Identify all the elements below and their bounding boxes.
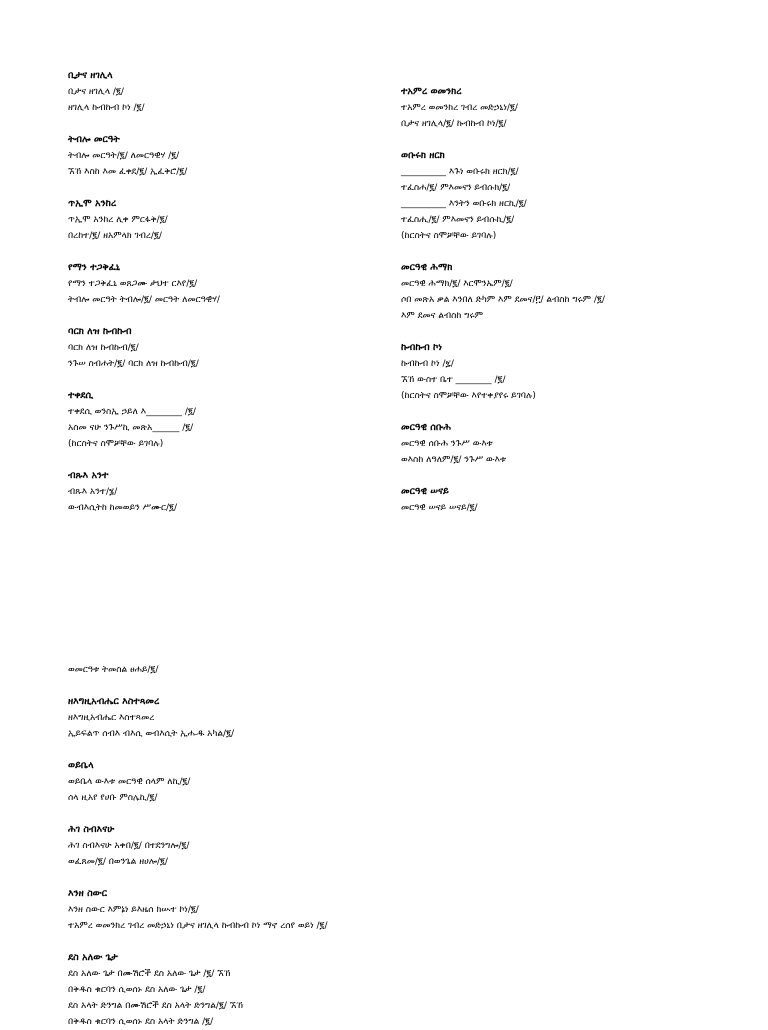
song-title: ወቡሩክ ዘርክ — [401, 150, 445, 161]
section-spacer — [68, 372, 398, 388]
section-spacer — [68, 806, 488, 822]
section-spacer — [401, 468, 731, 484]
song-section — [401, 484, 731, 516]
song-line: ተቀደሲ ወንስኢ ኃይለ እ________ /፪/ — [68, 407, 196, 417]
song-title: እንዘ ስውር — [68, 888, 108, 899]
song-section — [68, 260, 398, 324]
section-spacer — [401, 404, 731, 420]
song-section — [68, 950, 488, 1030]
song-line: ሕገ ስብእናሁ አቀበ/፪/ በተደንግሎ/፪/ — [68, 841, 190, 851]
song-title: መርዓዊ ሕማክ — [401, 262, 453, 273]
song-section — [68, 694, 488, 758]
section-spacer — [68, 308, 398, 324]
song-line: ዘገሊላ ኩብኩብ ኮነ /፪/ — [68, 103, 145, 113]
song-title: ጥኢሞ አንከረ — [68, 198, 117, 209]
song-line: እንዘ ስውር እምኔነ ይእዜሰ ክሡተ ኮነ/፪/ — [68, 905, 199, 915]
song-title: ተአምረ ወመንክረ — [401, 86, 462, 97]
song-line: ንጉሠ ስብሐት/፪/ ባርክ ለዝ ኩብኩብ/፪/ — [68, 359, 199, 369]
song-line: ኧኸ እስከ እመ ፈቀደ/፪/ ኢፈቅሮ/፪/ — [68, 167, 188, 177]
song-section — [401, 260, 731, 340]
song-line: ሰላ ዚአየ የሀቡ ምስሌኪ/፪/ — [68, 793, 158, 803]
song-line: ቢታና ዘገሊላ /፪/ — [68, 87, 124, 97]
song-line: ብጹእ አንተ/፮/ — [68, 487, 118, 497]
song-line: ኩብኩብ ኮነ /፯/ — [401, 359, 454, 369]
song-title: የማን ተጋቅፈኒ — [68, 262, 120, 273]
left-column — [68, 68, 398, 516]
song-line: ትብሎ መርዓት ትብሎ/፪/ መርዓት ለመርዓዊሃ/ — [68, 295, 220, 305]
song-title: መርዓዊ ሠናይ — [401, 486, 449, 497]
song-section — [68, 388, 398, 468]
song-title: ወይቤላ — [68, 760, 94, 771]
section-spacer — [401, 132, 731, 148]
song-section — [68, 324, 398, 388]
song-line: __________ እንትን ወቡሩክ ዘርኪ/፪/ — [401, 199, 527, 209]
song-section — [68, 68, 398, 132]
song-section — [68, 822, 488, 886]
song-title: ሕገ ስብእናሁ — [68, 824, 115, 835]
section-spacer — [401, 324, 731, 340]
song-line: ሶበ መጽአ ቃል እንበለ ድካም እም ደመና/፫/ ልብስከ ግሩም /፪/ — [401, 295, 605, 305]
song-line: መርዓዊ ሰቡሕ ንጉሥ ውእቱ — [401, 439, 493, 449]
song-line: ቢታና ዘገሊላ/፪/ ኩብኩብ ኮነ/፪/ — [401, 119, 507, 129]
song-title: ተቀደሲ — [68, 390, 94, 401]
section-spacer — [68, 742, 488, 758]
song-line: ደስ አላት ድንግል በሙሽሮች ደስ አላት ድንግል/፪/ ኧኸ — [68, 1001, 244, 1011]
song-section — [68, 132, 398, 196]
song-section — [401, 148, 731, 260]
song-title: ትብሎ መርዓት — [68, 134, 120, 145]
song-line: በረከተ/፪/ ዘአምላክ ገብረ/፪/ — [68, 231, 162, 241]
song-section — [401, 84, 731, 148]
song-line: መርዓዊ ሕማክ/፪/ እርሞንኤም/፪/ — [401, 279, 513, 289]
song-line: ጥኢሞ አንከረ ሊቀ ምርፋቅ/፪/ — [68, 215, 168, 225]
song-line: (ከርስትና ስሞቻቸው ይገባሉ) — [401, 231, 497, 241]
section-spacer — [68, 180, 398, 196]
song-line: ውብእሲትከ ከመወይን ሥሙር/፪/ — [68, 503, 178, 513]
song-line: ተፈስሒ/፪/ ምእመናን ይብሱኪ/፪/ — [401, 215, 515, 225]
song-section — [401, 420, 731, 484]
song-section — [68, 662, 488, 694]
song-title: ቢታና ዘገሊላ — [68, 70, 113, 81]
song-title: መርዓዊ ሰቡሕ — [401, 422, 451, 433]
song-section — [68, 886, 488, 950]
song-line: ተአምረ ወመንክረ ገብረ መድኃኒነ/፪/ — [401, 103, 518, 113]
song-line: ወእስከ ለዓለም/፪/ ንጉሥ ውእቱ — [401, 455, 507, 465]
section-spacer — [68, 244, 398, 260]
song-title: ደስ አለው ጌታ — [68, 952, 118, 963]
song-section — [68, 468, 398, 516]
song-title: ዘእግዚአብሔር እስተጻመረ — [68, 696, 160, 707]
song-line: በቅዱስ ቁርባን ሲወሰኑ ደስ አላት ድንግል /፪/ — [68, 1017, 214, 1027]
song-section — [68, 196, 398, 260]
song-line: ኧኸ ውስተ ቤተ ________ /፪/ — [401, 375, 506, 385]
right-column — [401, 84, 731, 516]
song-line: ወመርዓቱ ትመስል ፀሐይ/፪/ — [68, 665, 159, 675]
song-section — [68, 758, 488, 822]
song-line: የማን ተጋቅፈኒ ወጸጋሙ ታህተ ርእየ/፪/ — [68, 279, 198, 289]
section-spacer — [68, 934, 488, 950]
song-line: ተአምረ ወመንክረ ገብረ መድኃኒነ ቢታና ዘገሊላ ኩብኩብ ኮነ ማኖ ረሰየ ወይነ /፪/ — [68, 921, 328, 931]
song-line: __________ እጉነ ወቡሩክ ዘርክ/፪/ — [401, 167, 519, 177]
song-line: ትብሎ መርዓት/፪/ ለመርዓዊሃ /፪/ — [68, 151, 180, 161]
song-line: ኢይፍልጥ ሰብእ ብእሲ ወብእሲት ኢሑዱ አካል/፪/ — [68, 729, 235, 739]
song-line: ደስ አለው ጌታ በሙሽሮች ደስ አለው ጌታ /፪/ ኧኸ — [68, 969, 231, 979]
section-spacer — [68, 452, 398, 468]
song-line: (ከርስትና ስሞቻቸው ይገባሉ) — [68, 439, 164, 449]
song-line: (ከርስትና ስሞቻቸው እየተቀያየሩ ይገባሉ) — [401, 391, 536, 401]
song-line: አስመ ናሁ ንጉሥኪ መጽአ______ /፪/ — [68, 423, 194, 433]
bottom-section — [68, 662, 488, 1030]
song-title: ባርክ ለዝ ኩብኩብ — [68, 326, 132, 337]
song-section — [401, 340, 731, 420]
song-line: ዘእግዚአብሔር እስተጻመረ — [68, 713, 155, 723]
section-spacer — [401, 244, 731, 260]
song-line: እም ደመና ልብስከ ግሩም — [401, 311, 483, 321]
song-line: መርዓዊ ሠናይ ሠናይ/፪/ — [401, 503, 478, 513]
song-line: ወይቤላ ውእቱ መርዓዊ ሰላም ለኪ/፪/ — [68, 777, 191, 787]
section-spacer — [68, 116, 398, 132]
song-title: ብጹእ አንተ — [68, 470, 109, 481]
song-line: ተፈስሐ/፪/ ምእመናን ይብሱክ/፪/ — [401, 183, 511, 193]
song-line: ባርክ ለዝ ኩብኩብ/፪/ — [68, 343, 139, 353]
section-spacer — [68, 870, 488, 886]
song-line: በቅዱስ ቁርባን ሲወሰኑ ደስ አለው ጌታ /፪/ — [68, 985, 206, 995]
song-line: ወፈጸመ/፪/ በወንጌል ዘሀሎ/፪/ — [68, 857, 168, 867]
song-title: ኩብኩብ ኮነ — [401, 342, 443, 353]
section-spacer — [68, 678, 488, 694]
